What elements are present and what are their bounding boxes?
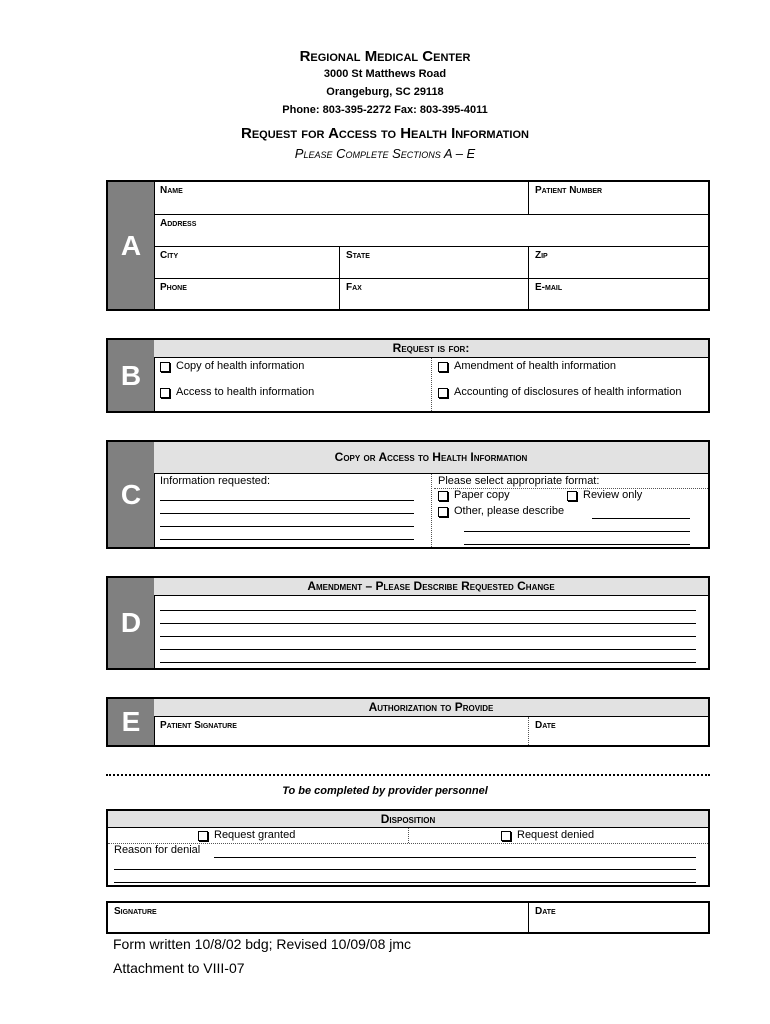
- format-prompt: Please select appropriate format:: [438, 475, 600, 487]
- address-field[interactable]: [154, 215, 708, 247]
- disposition-section: [106, 809, 710, 887]
- org-name: Regional Medical Center: [299, 48, 471, 65]
- section-a: [106, 180, 710, 311]
- change-line[interactable]: [160, 636, 696, 637]
- patient-number-field[interactable]: [528, 182, 708, 215]
- change-line[interactable]: [160, 610, 696, 611]
- address-label: Address: [160, 218, 197, 229]
- section-e-heading: Authorization to Provide: [154, 699, 708, 717]
- info-line[interactable]: [160, 500, 414, 501]
- city-line: Orangeburg, SC 29118: [326, 86, 444, 98]
- review-only-label: Review only: [583, 489, 643, 501]
- request-denied[interactable]: [501, 829, 594, 841]
- checkbox-icon[interactable]: [160, 388, 170, 398]
- disposition-heading: Disposition: [108, 811, 708, 828]
- section-c-tab: C: [108, 442, 155, 547]
- provider-separator: [106, 774, 710, 776]
- patient-signature-label: Patient Signature: [160, 720, 237, 731]
- form-title: Request for Access to Health Information: [241, 125, 529, 142]
- option-access[interactable]: [160, 386, 314, 398]
- checkbox-icon[interactable]: [438, 507, 448, 517]
- option-accounting[interactable]: [438, 386, 698, 398]
- request-denied-label: Request denied: [517, 829, 595, 841]
- checkbox-icon[interactable]: [438, 491, 448, 501]
- address-line: 3000 St Matthews Road: [323, 68, 447, 80]
- denial-line[interactable]: [214, 857, 696, 858]
- provider-note: To be completed by provider personnel: [282, 785, 488, 797]
- section-c: [106, 440, 710, 549]
- form-revision-note: Form written 10/8/02 bdg; Revised 10/09/08 jmc: [113, 936, 412, 952]
- form-subtitle: Please Complete Sections A – E: [294, 146, 476, 161]
- name-label: Name: [160, 185, 183, 196]
- section-b-tab: B: [108, 340, 155, 411]
- section-d-heading: Amendment – Please Describe Requested Change: [154, 578, 708, 596]
- provider-date-label: Date: [535, 906, 556, 917]
- denial-reason-label: Reason for denial: [114, 844, 201, 856]
- section-e-tab: E: [108, 699, 155, 745]
- patient-date-field[interactable]: [528, 717, 708, 745]
- email-label: E-mail: [535, 282, 563, 293]
- option-copy[interactable]: [160, 360, 304, 372]
- patient-number-label: Patient Number: [535, 185, 603, 196]
- option-accounting-label: Accounting of disclosures of health information: [454, 386, 682, 398]
- section-a-tab: A: [108, 182, 155, 309]
- checkbox-icon[interactable]: [501, 831, 511, 841]
- patient-date-label: Date: [535, 720, 556, 731]
- checkbox-icon[interactable]: [438, 388, 448, 398]
- other-label: Other, please describe: [454, 505, 565, 517]
- option-access-label: Access to health information: [176, 386, 315, 398]
- option-amendment-label: Amendment of health information: [454, 360, 617, 372]
- phone-label: Phone: [160, 282, 187, 293]
- denial-line[interactable]: [114, 869, 696, 870]
- provider-date-field[interactable]: [528, 903, 708, 932]
- format-other[interactable]: [438, 505, 564, 517]
- zip-field[interactable]: [528, 247, 708, 279]
- column-divider: [431, 474, 432, 547]
- change-line[interactable]: [160, 649, 696, 650]
- paper-copy-label: Paper copy: [454, 489, 510, 501]
- checkbox-icon[interactable]: [198, 831, 208, 841]
- patient-signature-field[interactable]: [154, 717, 528, 745]
- email-field[interactable]: [528, 279, 708, 309]
- format-review-only[interactable]: [567, 489, 642, 501]
- request-granted[interactable]: [198, 829, 295, 841]
- format-paper-copy[interactable]: [438, 489, 510, 501]
- checkbox-icon[interactable]: [567, 491, 577, 501]
- info-requested-label: Information requested:: [160, 475, 271, 487]
- fax-field[interactable]: [339, 279, 528, 309]
- section-b: [106, 338, 710, 413]
- other-line[interactable]: [464, 544, 690, 545]
- section-c-heading: Copy or Access to Health Information: [154, 442, 708, 474]
- column-divider: [431, 358, 432, 411]
- fax-label: Fax: [346, 282, 362, 293]
- section-d: [106, 576, 710, 670]
- denial-line[interactable]: [114, 882, 696, 883]
- info-line[interactable]: [160, 539, 414, 540]
- other-line[interactable]: [592, 518, 690, 519]
- city-label: City: [160, 250, 179, 261]
- provider-signature-field[interactable]: [108, 903, 528, 932]
- attachment-note: Attachment to VIII-07: [113, 960, 245, 976]
- section-b-heading: Request is for:: [154, 340, 708, 358]
- option-copy-label: Copy of health information: [176, 360, 305, 372]
- phone-field[interactable]: [154, 279, 339, 309]
- provider-signature-section: [106, 901, 710, 934]
- other-line[interactable]: [464, 531, 690, 532]
- state-label: State: [346, 250, 370, 261]
- section-e: [106, 697, 710, 747]
- info-line[interactable]: [160, 513, 414, 514]
- request-granted-label: Request granted: [214, 829, 296, 841]
- state-field[interactable]: [339, 247, 528, 279]
- option-amendment[interactable]: [438, 360, 616, 372]
- checkbox-icon[interactable]: [160, 362, 170, 372]
- change-line[interactable]: [160, 623, 696, 624]
- checkbox-icon[interactable]: [438, 362, 448, 372]
- city-field[interactable]: [154, 247, 339, 279]
- zip-label: Zip: [535, 250, 548, 261]
- section-d-tab: D: [108, 578, 155, 668]
- provider-signature-label: Signature: [114, 906, 157, 917]
- phone-fax: Phone: 803-395-2272 Fax: 803-395-4011: [282, 104, 488, 116]
- name-field[interactable]: [154, 182, 528, 215]
- column-divider: [408, 828, 409, 843]
- change-line[interactable]: [160, 662, 696, 663]
- info-line[interactable]: [160, 526, 414, 527]
